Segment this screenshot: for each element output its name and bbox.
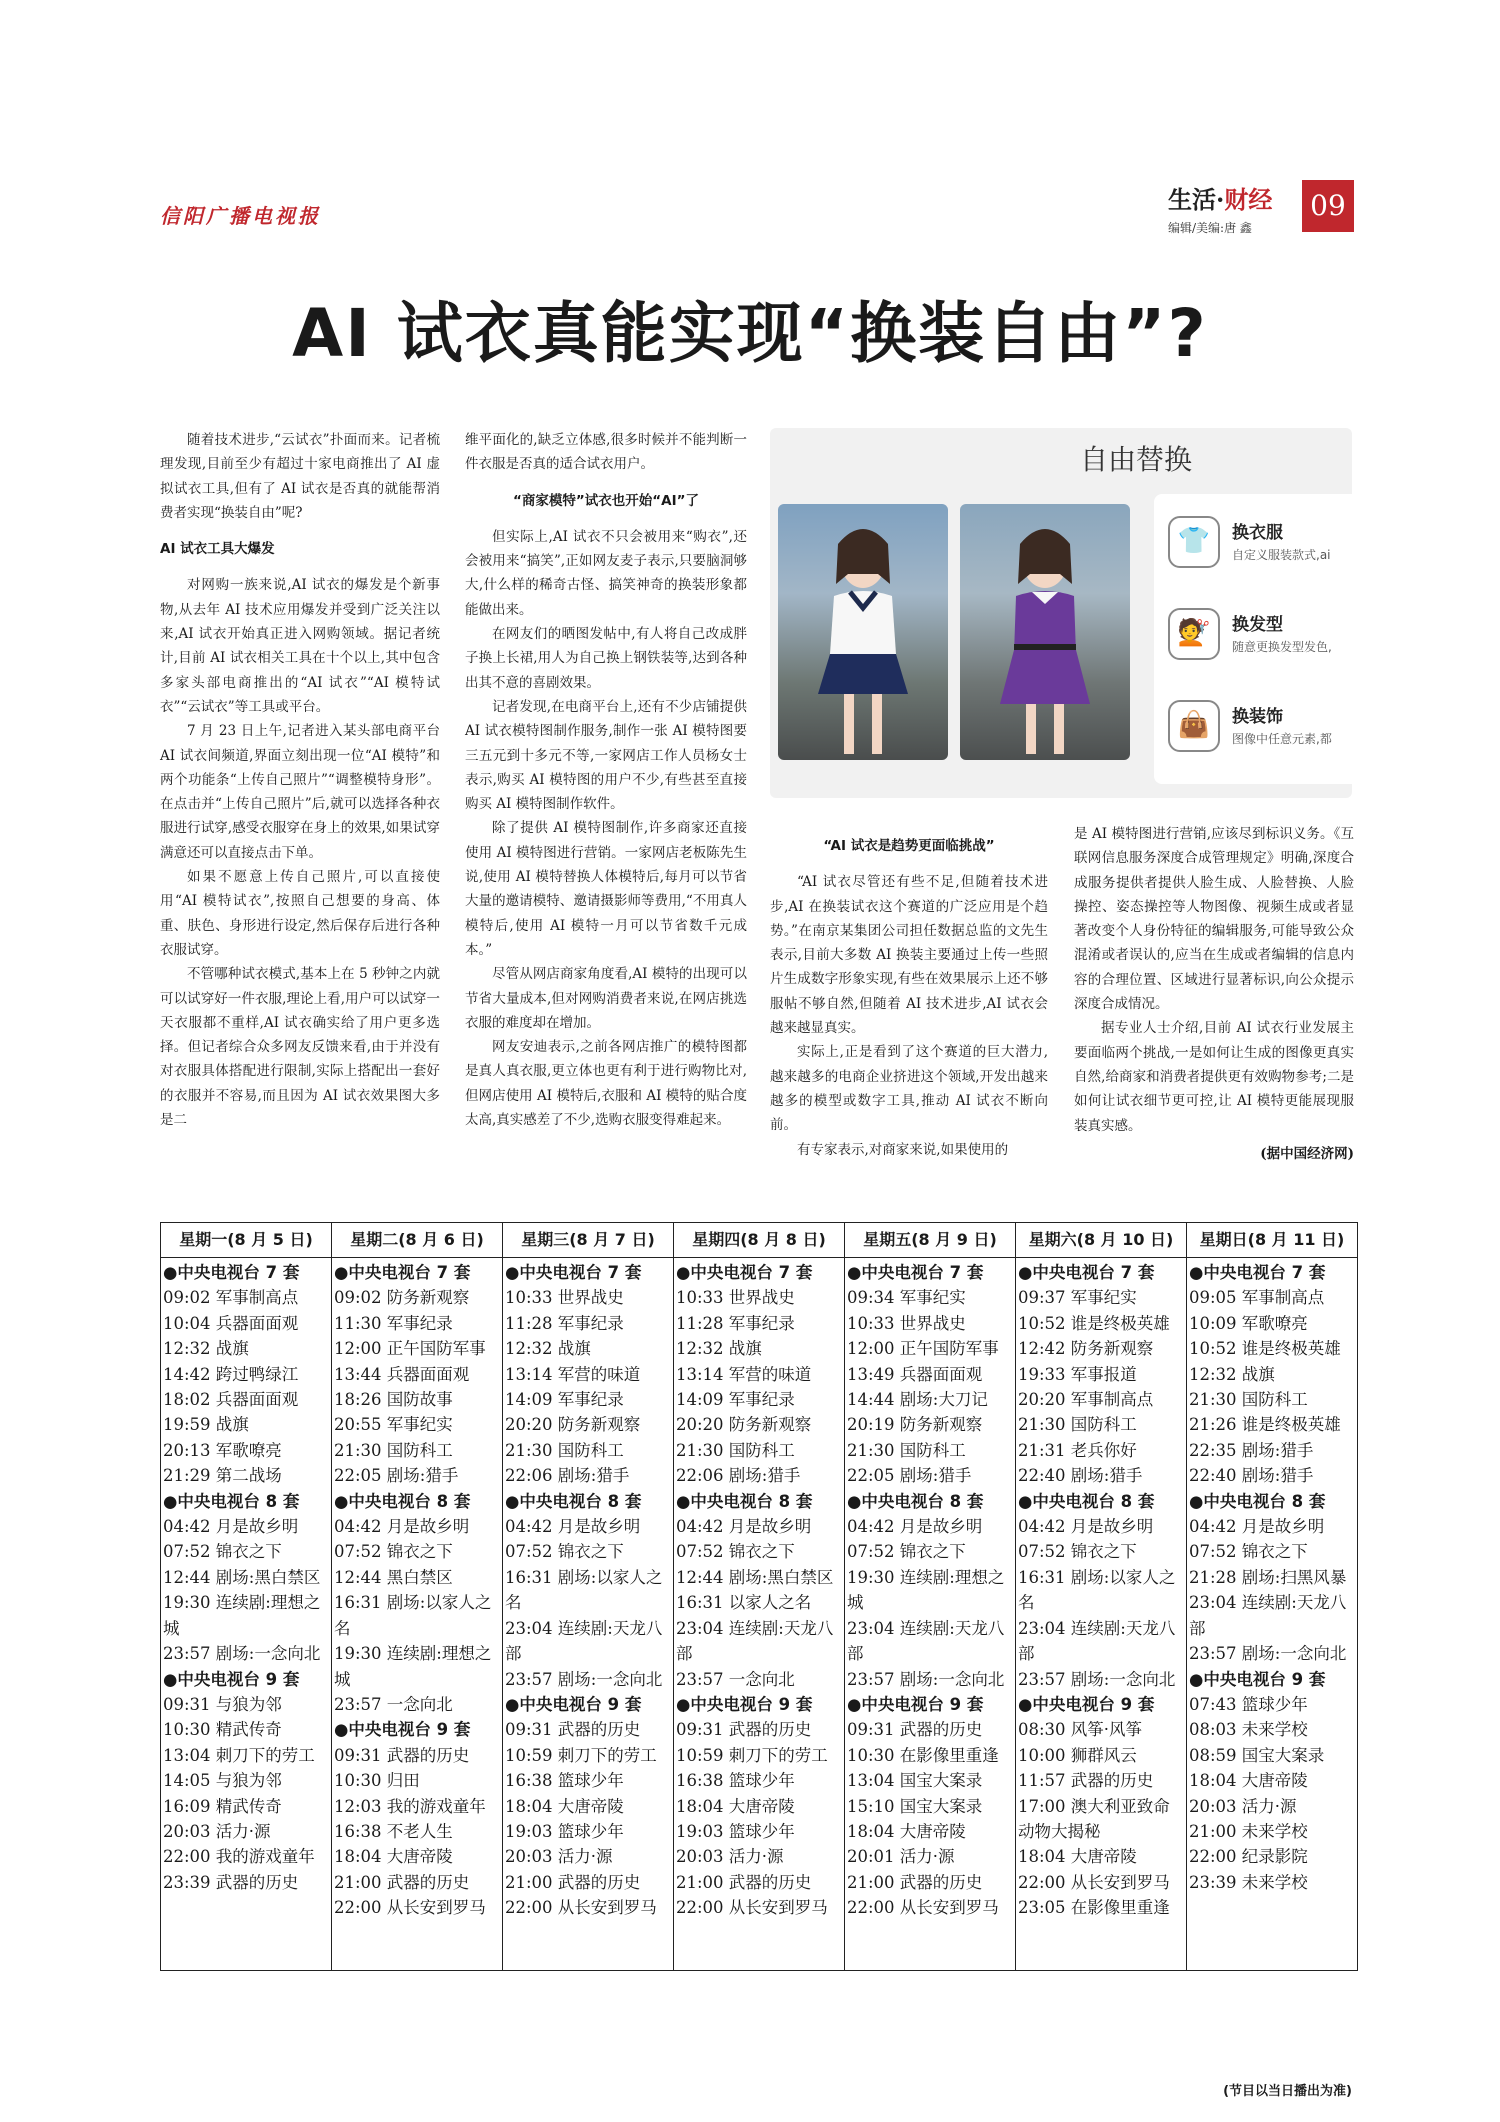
program-entry: 21:00 武器的历史 bbox=[676, 1872, 812, 1892]
article-paragraph: 如果不愿意上传自己照片,可以直接使用“AI 模特试衣”,按照自己想要的身高、体重、肤色、身形进行设定,然后保存后进行各种衣服试穿。 bbox=[160, 869, 440, 958]
program-entry: 19:30 连续剧:理想之城 bbox=[334, 1644, 492, 1689]
channel-heading: ●中央电视台 8 套 bbox=[1018, 1491, 1155, 1511]
program-entry: 22:00 纪录影院 bbox=[1189, 1847, 1308, 1867]
channel-heading: ●中央电视台 9 套 bbox=[676, 1694, 813, 1714]
tv-schedule-table bbox=[160, 1222, 1358, 1971]
article-paragraph: 在网友们的晒图发帖中,有人将自己改成胖子换上长裙,用人为自己换上钢铁装等,达到各种出其不意的喜剧效果。 bbox=[465, 626, 747, 691]
headline: AI 试衣真能实现“换装自由”? bbox=[292, 295, 1208, 372]
day-program-list bbox=[332, 1258, 503, 1970]
program-entry: 22:06 剧场:猎手 bbox=[676, 1466, 801, 1486]
day-header: 星期二(8 月 6 日) bbox=[332, 1223, 503, 1257]
channel-heading: ●中央电视台 9 套 bbox=[505, 1694, 642, 1714]
day-program-list bbox=[674, 1258, 845, 1970]
program-entry: 18:04 大唐帝陵 bbox=[847, 1821, 966, 1841]
feature-item bbox=[1168, 692, 1352, 772]
program-entry: 21:30 国防科工 bbox=[847, 1440, 966, 1460]
program-entry: 12:00 正午国防军事 bbox=[847, 1339, 999, 1359]
program-entry: 23:04 连续剧:天龙八部 bbox=[676, 1618, 834, 1664]
article-paragraph: 网友安迪表示,之前各网店推广的模特图都是真人真衣服,更立体也更有利于进行购物比对,但网店使用 AI 模特后,衣服和 AI 模特的贴合度太高,真实感差了不少,选购衣服变得难起来。 bbox=[465, 1039, 747, 1129]
article-paragraph: “AI 试衣尽管还有些不足,但随着技术进步,AI 在换装试衣这个赛道的广泛应用是个趋势。”在南京某集团公司担任数据总监的文先生表示,目前大多数 AI 换装主要通过上传一些照片生成数字形象实现,有些在效果展示上还不够服帖不够自然,但随着 AI 技术进步,AI 试衣会越来越显真实。 bbox=[770, 874, 1048, 1037]
program-entry: 23:57 剧场:一念向北 bbox=[1189, 1644, 1347, 1664]
day-program-list bbox=[1016, 1258, 1187, 1970]
channel-heading: ●中央电视台 9 套 bbox=[163, 1669, 300, 1689]
day-program-list bbox=[845, 1258, 1016, 1970]
program-entry: 23:04 连续剧:天龙八部 bbox=[505, 1618, 663, 1664]
feature-item bbox=[1168, 600, 1352, 680]
feature-item bbox=[1168, 508, 1352, 588]
program-entry: 09:31 武器的历史 bbox=[505, 1720, 641, 1740]
page-number: 09 bbox=[1302, 180, 1354, 232]
program-entry: 12:32 战旗 bbox=[676, 1339, 762, 1359]
program-entry: 18:04 大唐帝陵 bbox=[1018, 1847, 1137, 1867]
program-entry: 22:40 剧场:猎手 bbox=[1018, 1466, 1143, 1486]
article-paragraph: 尽管从网店商家角度看,AI 模特的出现可以节省大量成本,但对网购消费者来说,在网店挑选衣服的难度却在增加。 bbox=[465, 966, 747, 1031]
program-entry: 10:04 兵器面面观 bbox=[163, 1313, 299, 1333]
program-entry: 07:43 篮球少年 bbox=[1189, 1694, 1308, 1714]
program-entry: 12:03 我的游戏童年 bbox=[334, 1796, 486, 1816]
program-entry: 23:04 连续剧:天龙八部 bbox=[1018, 1618, 1176, 1664]
channel-heading: ●中央电视台 9 套 bbox=[1018, 1694, 1155, 1714]
program-entry: 13:04 国宝大案录 bbox=[847, 1771, 983, 1791]
program-entry: 07:52 锦衣之下 bbox=[163, 1542, 282, 1562]
program-entry: 21:00 武器的历史 bbox=[505, 1872, 641, 1892]
program-entry: 20:03 活力·源 bbox=[163, 1821, 271, 1841]
program-entry: 23:57 一念向北 bbox=[334, 1694, 453, 1714]
program-entry: 21:30 国防科工 bbox=[1189, 1390, 1308, 1410]
channel-heading: ●中央电视台 8 套 bbox=[847, 1491, 984, 1511]
program-entry: 21:31 老兵你好 bbox=[1018, 1440, 1137, 1460]
program-entry: 12:32 战旗 bbox=[1189, 1364, 1275, 1384]
program-entry: 21:26 谁是终极英雄 bbox=[1189, 1415, 1341, 1435]
program-entry: 22:00 从长安到罗马 bbox=[676, 1898, 828, 1918]
program-entry: 23:57 剧场:一念向北 bbox=[505, 1669, 663, 1689]
program-entry: 19:30 连续剧:理想之城 bbox=[163, 1593, 321, 1638]
program-entry: 17:00 澳大利亚致命动物大揭秘 bbox=[1018, 1796, 1170, 1841]
program-entry: 20:20 军事制高点 bbox=[1018, 1390, 1154, 1410]
program-entry: 19:30 连续剧:理想之城 bbox=[847, 1567, 1005, 1613]
channel-heading: ●中央电视台 7 套 bbox=[163, 1263, 300, 1282]
program-entry: 22:05 剧场:猎手 bbox=[334, 1466, 459, 1486]
day-header: 星期日(8 月 11 日) bbox=[1199, 1230, 1345, 1249]
program-entry: 22:35 剧场:猎手 bbox=[1189, 1440, 1314, 1460]
article-source: (据中国经济网) bbox=[1260, 1145, 1354, 1162]
article-paragraph: 记者发现,在电商平台上,还有不少店铺提供 AI 试衣模特图制作服务,制作一张 AI 模特图要三五元到十多元不等,一家网店工作人员杨女士表示,购买 AI 模特图的用户不少,有些甚至直接购买 AI 模特图制作软件。 bbox=[465, 698, 747, 813]
channel-heading: ●中央电视台 7 套 bbox=[1018, 1263, 1155, 1282]
program-entry: 11:28 军事纪录 bbox=[505, 1313, 624, 1333]
channel-heading: ●中央电视台 7 套 bbox=[334, 1263, 471, 1282]
program-entry: 11:28 军事纪录 bbox=[676, 1313, 795, 1333]
program-entry: 11:30 军事纪录 bbox=[334, 1313, 453, 1333]
channel-heading: ●中央电视台 8 套 bbox=[163, 1491, 300, 1511]
channel-heading: ●中央电视台 7 套 bbox=[847, 1263, 984, 1282]
program-entry: 11:57 武器的历史 bbox=[1018, 1771, 1154, 1791]
program-entry: 18:02 兵器面面观 bbox=[163, 1390, 299, 1410]
program-entry: 22:00 从长安到罗马 bbox=[847, 1898, 999, 1918]
article-paragraph: 但实际上,AI 试衣不只会被用来“购衣”,还会被用来“搞笑”,正如网友麦子表示,只要脑洞够大,什么样的稀奇古怪、搞笑神奇的换装形象都能做出来。 bbox=[465, 528, 747, 618]
program-entry: 13:04 刺刀下的劳工 bbox=[163, 1745, 315, 1765]
program-entry: 16:38 篮球少年 bbox=[676, 1771, 795, 1791]
program-entry: 04:42 月是故乡明 bbox=[1189, 1517, 1325, 1537]
program-entry: 23:57 剧场:一念向北 bbox=[847, 1669, 1005, 1689]
program-entry: 14:09 军事纪录 bbox=[676, 1390, 795, 1410]
article-subheading: “AI 试衣是趋势更面临挑战” bbox=[823, 838, 995, 854]
model-photo-purple-dress bbox=[960, 504, 1130, 760]
article-paragraph: 除了提供 AI 模特图制作,许多商家还直接使用 AI 模特图进行营销。一家网店老板陈先生说,使用 AI 模特替换人体模特后,每月可以节省大量的邀请模特、邀请摄影师等费用,“不用真人模特后,使用 AI 模特一月可以节省数千元成本。” bbox=[465, 820, 747, 958]
program-entry: 12:44 剧场:黑白禁区 bbox=[676, 1567, 834, 1587]
program-entry: 18:04 大唐帝陵 bbox=[505, 1796, 624, 1816]
program-entry: 23:39 武器的历史 bbox=[163, 1872, 299, 1892]
program-entry: 16:31 剧场:以家人之名 bbox=[334, 1593, 492, 1638]
feature-name: 换衣服 bbox=[1232, 523, 1283, 543]
program-entry: 04:42 月是故乡明 bbox=[505, 1517, 641, 1537]
program-entry: 09:02 军事制高点 bbox=[163, 1288, 299, 1308]
editor-credit: 编辑/美编:唐 鑫 bbox=[1168, 221, 1252, 235]
section-title: 生活·财经 bbox=[1168, 185, 1273, 214]
article-column-2 bbox=[465, 428, 747, 1132]
program-entry: 23:05 在影像里重逢 bbox=[1018, 1898, 1170, 1918]
program-entry: 04:42 月是故乡明 bbox=[334, 1517, 470, 1537]
article-paragraph: 是 AI 模特图进行营销,应该尽到标识义务。《互联网信息服务深度合成管理规定》明确,深度合成服务提供者提供人脸生成、人脸替换、人脸操控、姿态操控等人物图像、视频生成或者显著改变个人身份特征的编辑服务,可能导致公众混淆或者误认的,应当在生成或者编辑的信息内容的合理位置、区域进行显著标识,向公众提示深度合成情况。 bbox=[1074, 826, 1354, 1013]
program-entry: 10:33 世界战史 bbox=[676, 1288, 795, 1308]
program-entry: 19:33 军事报道 bbox=[1018, 1364, 1137, 1384]
program-entry: 09:31 武器的历史 bbox=[334, 1745, 470, 1765]
day-header: 星期一(8 月 5 日) bbox=[161, 1223, 332, 1257]
program-entry: 10:30 精武传奇 bbox=[163, 1720, 282, 1740]
feature-description: 图像中任意元素,都 bbox=[1232, 732, 1332, 746]
program-entry: 16:09 精武传奇 bbox=[163, 1796, 282, 1816]
program-entry: 14:05 与狼为邻 bbox=[163, 1771, 282, 1791]
program-entry: 20:03 活力·源 bbox=[676, 1847, 784, 1867]
channel-heading: ●中央电视台 8 套 bbox=[1189, 1491, 1326, 1511]
program-entry: 12:44 剧场:黑白禁区 bbox=[163, 1567, 321, 1587]
program-entry: 12:00 正午国防军事 bbox=[334, 1339, 486, 1359]
channel-heading: ●中央电视台 9 套 bbox=[1189, 1669, 1326, 1689]
program-entry: 12:42 防务新观察 bbox=[1018, 1339, 1154, 1359]
program-entry: 09:05 军事制高点 bbox=[1189, 1288, 1325, 1308]
program-entry: 23:04 连续剧:天龙八部 bbox=[847, 1618, 1005, 1664]
program-entry: 22:05 剧场:猎手 bbox=[847, 1466, 972, 1486]
program-entry: 15:10 国宝大案录 bbox=[847, 1796, 983, 1816]
program-entry: 08:59 国宝大案录 bbox=[1189, 1745, 1325, 1765]
article-paragraph: 据专业人士介绍,目前 AI 试衣行业发展主要面临两个挑战,一是如何让生成的图像更真实自然,给商家和消费者提供更有效购物参考;二是如何让试衣细节更可控,让 AI 模特更能展现服装真实感。 bbox=[1074, 1020, 1354, 1134]
program-entry: 12:32 战旗 bbox=[163, 1339, 249, 1359]
schedule-day-columns bbox=[161, 1258, 1357, 1970]
program-entry: 09:31 武器的历史 bbox=[847, 1720, 983, 1740]
program-entry: 20:55 军事纪实 bbox=[334, 1415, 453, 1435]
program-entry: 19:03 篮球少年 bbox=[676, 1821, 795, 1841]
program-entry: 07:52 锦衣之下 bbox=[676, 1542, 795, 1562]
program-entry: 12:44 黑白禁区 bbox=[334, 1567, 453, 1587]
channel-heading: ●中央电视台 9 套 bbox=[847, 1694, 984, 1714]
program-entry: 09:31 武器的历史 bbox=[676, 1720, 812, 1740]
program-entry: 21:28 剧场:扫黑风暴 bbox=[1189, 1567, 1347, 1587]
program-entry: 07:52 锦衣之下 bbox=[505, 1542, 624, 1562]
program-entry: 13:14 军营的味道 bbox=[676, 1364, 812, 1384]
channel-heading: ●中央电视台 7 套 bbox=[676, 1263, 813, 1282]
program-entry: 18:04 大唐帝陵 bbox=[676, 1796, 795, 1816]
program-entry: 18:04 大唐帝陵 bbox=[1189, 1771, 1308, 1791]
program-entry: 22:06 剧场:猎手 bbox=[505, 1466, 630, 1486]
program-entry: 07:52 锦衣之下 bbox=[1018, 1542, 1137, 1562]
program-entry: 10:09 军歌嘹亮 bbox=[1189, 1313, 1308, 1333]
program-entry: 16:31 以家人之名 bbox=[676, 1593, 812, 1613]
program-entry: 08:30 风筝·风筝 bbox=[1018, 1720, 1143, 1740]
program-entry: 18:26 国防故事 bbox=[334, 1390, 453, 1410]
program-entry: 09:34 军事纪实 bbox=[847, 1288, 966, 1308]
day-program-list bbox=[503, 1258, 674, 1970]
program-entry: 19:59 战旗 bbox=[163, 1415, 249, 1435]
article-paragraph: 不管哪种试衣模式,基本上在 5 秒钟之内就可以试穿好一件衣服,理论上看,用户可以试穿一天衣服都不重样,AI 试衣确实给了用户更多选择。但记者综合众多网友反馈来看,由于并没有对衣服具体搭配进行限制,实际上搭配出一套好的衣服并不容易,而且因为 AI 试衣效果图大多是二 bbox=[160, 966, 440, 1129]
article-paragraph: 7 月 23 日上午,记者进入某头部电商平台 AI 试衣间频道,界面立刻出现一位“AI 模特”和两个功能条“上传自己照片”“调整模特身形”。在点击并“上传自己照片”后,就可以选择各种衣服进行试穿,感受衣服穿在身上的效果,如果试穿满意还可以直接点击下单。 bbox=[160, 723, 440, 861]
feature-description: 随意更换发型发色, bbox=[1232, 640, 1332, 654]
program-entry: 04:42 月是故乡明 bbox=[163, 1517, 299, 1537]
program-entry: 23:57 一念向北 bbox=[676, 1669, 795, 1689]
program-entry: 20:19 防务新观察 bbox=[847, 1415, 983, 1435]
program-entry: 10:30 在影像里重逢 bbox=[847, 1745, 999, 1765]
program-entry: 23:57 剧场:一念向北 bbox=[1018, 1669, 1176, 1689]
program-entry: 23:39 未来学校 bbox=[1189, 1872, 1308, 1892]
bag-icon: 👜 bbox=[1168, 700, 1220, 752]
program-entry: 10:52 谁是终极英雄 bbox=[1018, 1313, 1170, 1333]
feature-name: 换发型 bbox=[1232, 615, 1283, 635]
article-column-4 bbox=[1074, 822, 1354, 1166]
program-entry: 23:04 连续剧:天龙八部 bbox=[1189, 1593, 1347, 1638]
program-entry: 10:33 世界战史 bbox=[505, 1288, 624, 1308]
program-entry: 04:42 月是故乡明 bbox=[1018, 1517, 1154, 1537]
article-column-3 bbox=[770, 822, 1048, 1162]
program-entry: 21:29 第二战场 bbox=[163, 1466, 282, 1486]
program-entry: 21:30 国防科工 bbox=[334, 1440, 453, 1460]
day-header: 星期五(8 月 9 日) bbox=[845, 1223, 1016, 1257]
program-entry: 23:57 剧场:一念向北 bbox=[163, 1644, 321, 1664]
program-entry: 21:30 国防科工 bbox=[505, 1440, 624, 1460]
program-entry: 10:59 刺刀下的劳工 bbox=[505, 1745, 657, 1765]
feature-name: 换装饰 bbox=[1232, 707, 1283, 727]
program-entry: 09:37 军事纪实 bbox=[1018, 1288, 1137, 1308]
program-entry: 08:03 未来学校 bbox=[1189, 1720, 1308, 1740]
program-entry: 04:42 月是故乡明 bbox=[676, 1517, 812, 1537]
channel-heading: ●中央电视台 8 套 bbox=[505, 1491, 642, 1511]
channel-heading: ●中央电视台 9 套 bbox=[334, 1720, 471, 1740]
article-paragraph: 有专家表示,对商家来说,如果使用的 bbox=[797, 1141, 1009, 1158]
program-entry: 16:31 剧场:以家人之名 bbox=[505, 1567, 663, 1613]
program-entry: 13:49 兵器面面观 bbox=[847, 1364, 983, 1384]
channel-heading: ●中央电视台 7 套 bbox=[505, 1263, 642, 1282]
program-entry: 20:03 活力·源 bbox=[505, 1847, 613, 1867]
program-entry: 22:00 从长安到罗马 bbox=[1018, 1872, 1170, 1892]
day-header: 星期三(8 月 7 日) bbox=[503, 1223, 674, 1257]
schedule-day-headers bbox=[161, 1223, 1357, 1258]
promo-title: 自由替换 bbox=[1080, 443, 1193, 476]
article-column-1 bbox=[160, 428, 440, 1132]
program-entry: 16:31 剧场:以家人之名 bbox=[1018, 1567, 1176, 1613]
program-entry: 10:33 世界战史 bbox=[847, 1313, 966, 1333]
article-paragraph: 对网购一族来说,AI 试衣的爆发是个新事物,从去年 AI 技术应用爆发并受到广泛关注以来,AI 试衣开始真正进入网购领域。据记者统计,目前 AI 试衣相关工具在十个以上,其中包含多家头部电商推出的“AI 试衣”“AI 模特试衣”“云试衣”等工具或平台。 bbox=[160, 577, 440, 715]
program-entry: 14:09 军事纪录 bbox=[505, 1390, 624, 1410]
program-entry: 20:20 防务新观察 bbox=[505, 1415, 641, 1435]
program-entry: 12:32 战旗 bbox=[505, 1339, 591, 1359]
article-paragraph: 维平面化的,缺乏立体感,很多时候并不能判断一件衣服是否真的适合试衣用户。 bbox=[465, 432, 747, 473]
channel-heading: ●中央电视台 8 套 bbox=[334, 1491, 471, 1511]
model-photo-white-outfit bbox=[778, 504, 948, 760]
program-entry: 10:00 狮群风云 bbox=[1018, 1745, 1137, 1765]
hair-icon: 💇 bbox=[1168, 608, 1220, 660]
newspaper-name: 信阳广播电视报 bbox=[160, 204, 321, 228]
program-entry: 16:38 篮球少年 bbox=[505, 1771, 624, 1791]
program-entry: 09:31 与狼为邻 bbox=[163, 1694, 282, 1714]
program-entry: 07:52 锦衣之下 bbox=[334, 1542, 453, 1562]
program-entry: 07:52 锦衣之下 bbox=[847, 1542, 966, 1562]
program-entry: 21:00 武器的历史 bbox=[847, 1872, 983, 1892]
day-header: 星期六(8 月 10 日) bbox=[1016, 1223, 1187, 1257]
program-entry: 18:04 大唐帝陵 bbox=[334, 1847, 453, 1867]
program-entry: 19:03 篮球少年 bbox=[505, 1821, 624, 1841]
program-entry: 04:42 月是故乡明 bbox=[847, 1517, 983, 1537]
program-entry: 22:40 剧场:猎手 bbox=[1189, 1466, 1314, 1486]
program-entry: 22:00 从长安到罗马 bbox=[334, 1898, 486, 1918]
program-entry: 22:00 我的游戏童年 bbox=[163, 1847, 315, 1867]
schedule-footnote: (节目以当日播出为准) bbox=[1223, 2084, 1352, 2099]
article-paragraph: 实际上,正是看到了这个赛道的巨大潜力,越来越多的电商企业挤进这个领域,开发出越来越多的模型或数字工具,推动 AI 试衣不断向前。 bbox=[770, 1044, 1048, 1134]
day-header: 星期四(8 月 8 日) bbox=[674, 1223, 845, 1257]
program-entry: 07:52 锦衣之下 bbox=[1189, 1542, 1308, 1562]
program-entry: 10:52 谁是终极英雄 bbox=[1189, 1339, 1341, 1359]
program-entry: 20:01 活力·源 bbox=[847, 1847, 955, 1867]
program-entry: 21:00 未来学校 bbox=[1189, 1821, 1308, 1841]
program-entry: 14:42 跨过鸭绿江 bbox=[163, 1364, 299, 1384]
channel-heading: ●中央电视台 8 套 bbox=[676, 1491, 813, 1511]
ai-tryon-promo-image bbox=[770, 428, 1352, 798]
program-entry: 20:13 军歌嘹亮 bbox=[163, 1440, 282, 1460]
program-entry: 21:00 武器的历史 bbox=[334, 1872, 470, 1892]
program-entry: 21:30 国防科工 bbox=[1018, 1415, 1137, 1435]
program-entry: 22:00 从长安到罗马 bbox=[505, 1898, 657, 1918]
program-entry: 14:44 剧场:大刀记 bbox=[847, 1390, 988, 1410]
feature-description: 自定义服装款式,ai bbox=[1232, 548, 1331, 562]
article-subheading: “商家模特”试衣也开始“AI”了 bbox=[513, 492, 699, 509]
program-entry: 20:03 活力·源 bbox=[1189, 1796, 1297, 1816]
day-program-list bbox=[1187, 1258, 1357, 1970]
day-program-list bbox=[161, 1258, 332, 1970]
article-paragraph: 随着技术进步,“云试衣”扑面而来。记者梳理发现,目前至少有超过十家电商推出了 AI 虚拟试衣工具,但有了 AI 试衣是否真的就能帮消费者实现“换装自由”呢? bbox=[160, 432, 440, 521]
feature-list bbox=[1154, 494, 1352, 784]
program-entry: 20:20 防务新观察 bbox=[676, 1415, 812, 1435]
program-entry: 16:38 不老人生 bbox=[334, 1821, 453, 1841]
shirt-icon: 👕 bbox=[1168, 516, 1220, 568]
article-subheading: AI 试衣工具大爆发 bbox=[160, 541, 275, 558]
program-entry: 13:14 军营的味道 bbox=[505, 1364, 641, 1384]
program-entry: 13:44 兵器面面观 bbox=[334, 1364, 470, 1384]
program-entry: 09:02 防务新观察 bbox=[334, 1288, 470, 1308]
program-entry: 10:30 归田 bbox=[334, 1771, 420, 1791]
program-entry: 10:59 刺刀下的劳工 bbox=[676, 1745, 828, 1765]
channel-heading: ●中央电视台 7 套 bbox=[1189, 1263, 1326, 1282]
program-entry: 21:30 国防科工 bbox=[676, 1440, 795, 1460]
